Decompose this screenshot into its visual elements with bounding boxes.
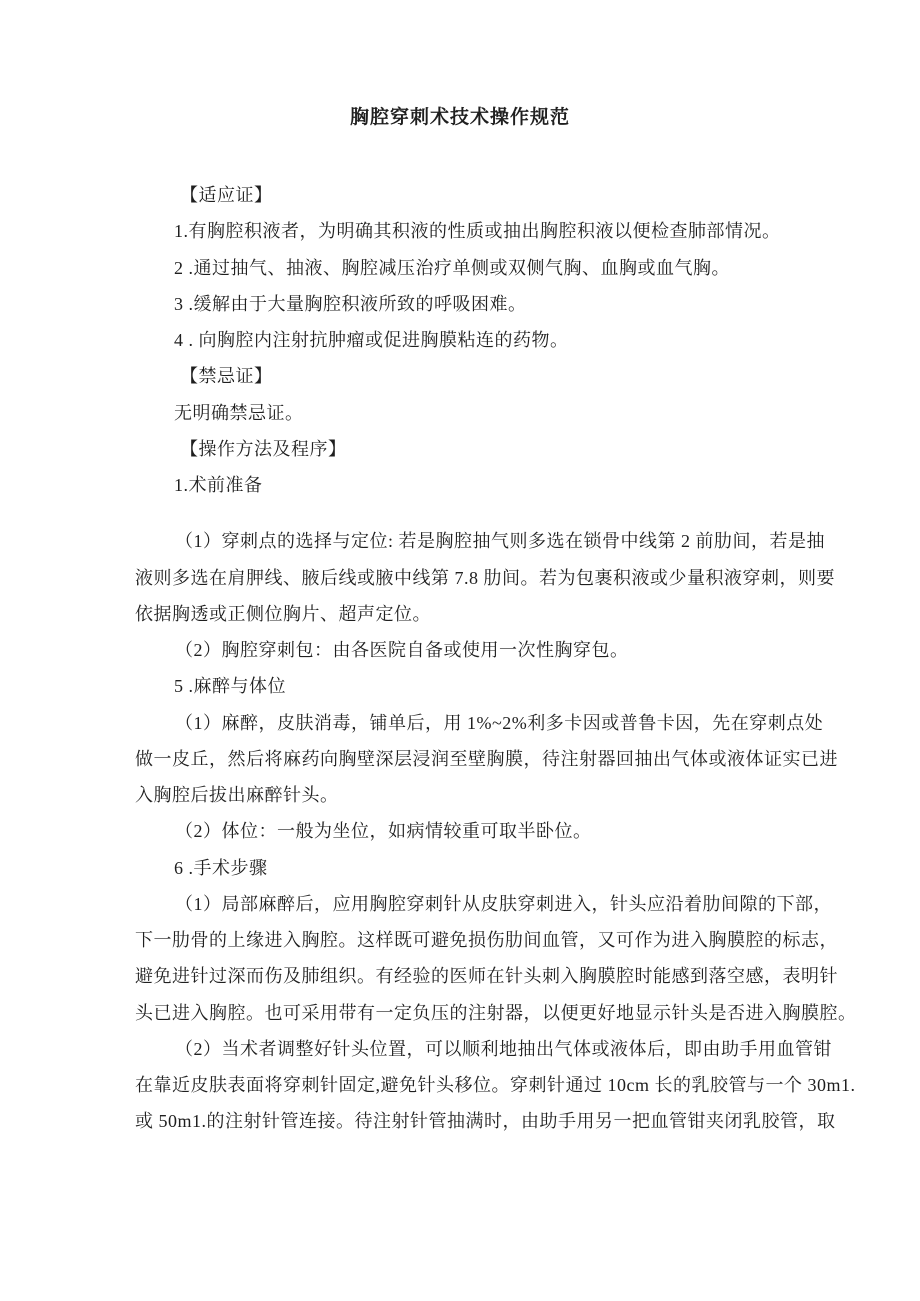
- paragraph: [135, 1031, 900, 1140]
- paragraph: [135, 813, 900, 849]
- text-line: 入胸腔后拔出麻醉针头。: [135, 785, 339, 805]
- text-line: 头已进入胸腔。也可采用带有一定负压的注射器，以便更好地显示针头是否进入胸膜腔。: [135, 1002, 857, 1023]
- text-line: 3 .缓解由于大量胸腔积液所致的呼吸困难。: [174, 293, 527, 314]
- text-line: （1）穿刺点的选择与定位: 若是胸腔抽气则多选在锁骨中线第 2 前肋间，若是抽: [175, 531, 825, 552]
- paragraph: [135, 431, 900, 467]
- paragraph: [135, 668, 900, 704]
- text-line: 在靠近皮肤表面将穿刺针固定,避免针头移位。穿刺针通过 10cm 长的乳胶管与一个 30m1.: [135, 1075, 856, 1095]
- paragraph: [135, 886, 900, 1031]
- paragraph: [135, 523, 900, 632]
- text-line: （1）局部麻醉后，应用胸腔穿刺针从皮肤穿刺进入，针头应沿着肋间隙的下部，: [175, 893, 832, 914]
- text-line: 1.有胸腔积液者，为明确其积液的性质或抽出胸腔积液以便检查肺部情况。: [174, 221, 781, 242]
- paragraph: [135, 213, 900, 249]
- text-line: 4 . 向胸腔内注射抗肿瘤或促进胸膜粘连的药物。: [174, 330, 569, 350]
- text-line: 【操作方法及程序】: [180, 438, 347, 459]
- text-line: 【禁忌证】: [180, 366, 273, 387]
- paragraph: [135, 395, 900, 431]
- text-line: （2）当术者调整好针头位置，可以顺利地抽出气体或液体后，即由助手用血管钳: [175, 1038, 832, 1059]
- text-line: 无明确禁忌证。: [174, 402, 304, 423]
- text-line: 避免进针过深而伤及肺组织。有经验的医师在针头刺入胸膜腔时能感到落空感，表明针: [135, 966, 838, 987]
- text-line: （2）体位：一般为坐位，如病情较重可取半卧位。: [175, 821, 592, 842]
- paragraph: [135, 632, 900, 668]
- text-line: 5 .麻醉与体位: [174, 676, 286, 697]
- paragraph: [135, 850, 900, 886]
- paragraph: [135, 177, 900, 213]
- text-line: 2 .通过抽气、抽液、胸腔减压治疗单侧或双侧气胸、血胸或血气胸。: [174, 257, 730, 278]
- paragraph: [135, 358, 900, 394]
- paragraph: [135, 322, 900, 358]
- paragraph: [135, 467, 900, 503]
- paragraph: [135, 286, 900, 322]
- text-line: 【适应证】: [180, 185, 273, 205]
- document-body: [0, 177, 920, 1140]
- text-line: 依据胸透或正侧位胸片、超声定位。: [135, 603, 431, 624]
- text-line: （1）麻醉，皮肤消毒，铺单后，用 1%~2%利多卡因或普鲁卡因，先在穿刺点处: [175, 712, 824, 733]
- text-line: 6 .手术步骤: [174, 857, 268, 878]
- text-line: （2）胸腔穿刺包：由各医院自备或使用一次性胸穿包。: [175, 640, 629, 660]
- document-title: 胸腔穿刺术技术操作规范: [349, 107, 570, 128]
- paragraph: [135, 250, 900, 286]
- text-line: 下一肋骨的上缘进入胸腔。这样既可避免损伤肋间血管，又可作为进入胸膜腔的标志，: [135, 930, 838, 950]
- text-line: 1.术前准备: [174, 475, 263, 495]
- text-line: 液则多选在肩胛线、腋后线或腋中线第 7.8 肋间。若为包裹积液或少量积液穿刺，则要: [135, 567, 835, 588]
- paragraph: [135, 705, 900, 814]
- text-line: 做一皮丘，然后将麻药向胸壁深层浸润至壁胸膜，待注射器回抽出气体或液体证实已进: [135, 748, 838, 769]
- text-line: 或 50m1.的注射针管连接。待注射针管抽满时，由助手用另一把血管钳夹闭乳胶管，取: [135, 1111, 836, 1132]
